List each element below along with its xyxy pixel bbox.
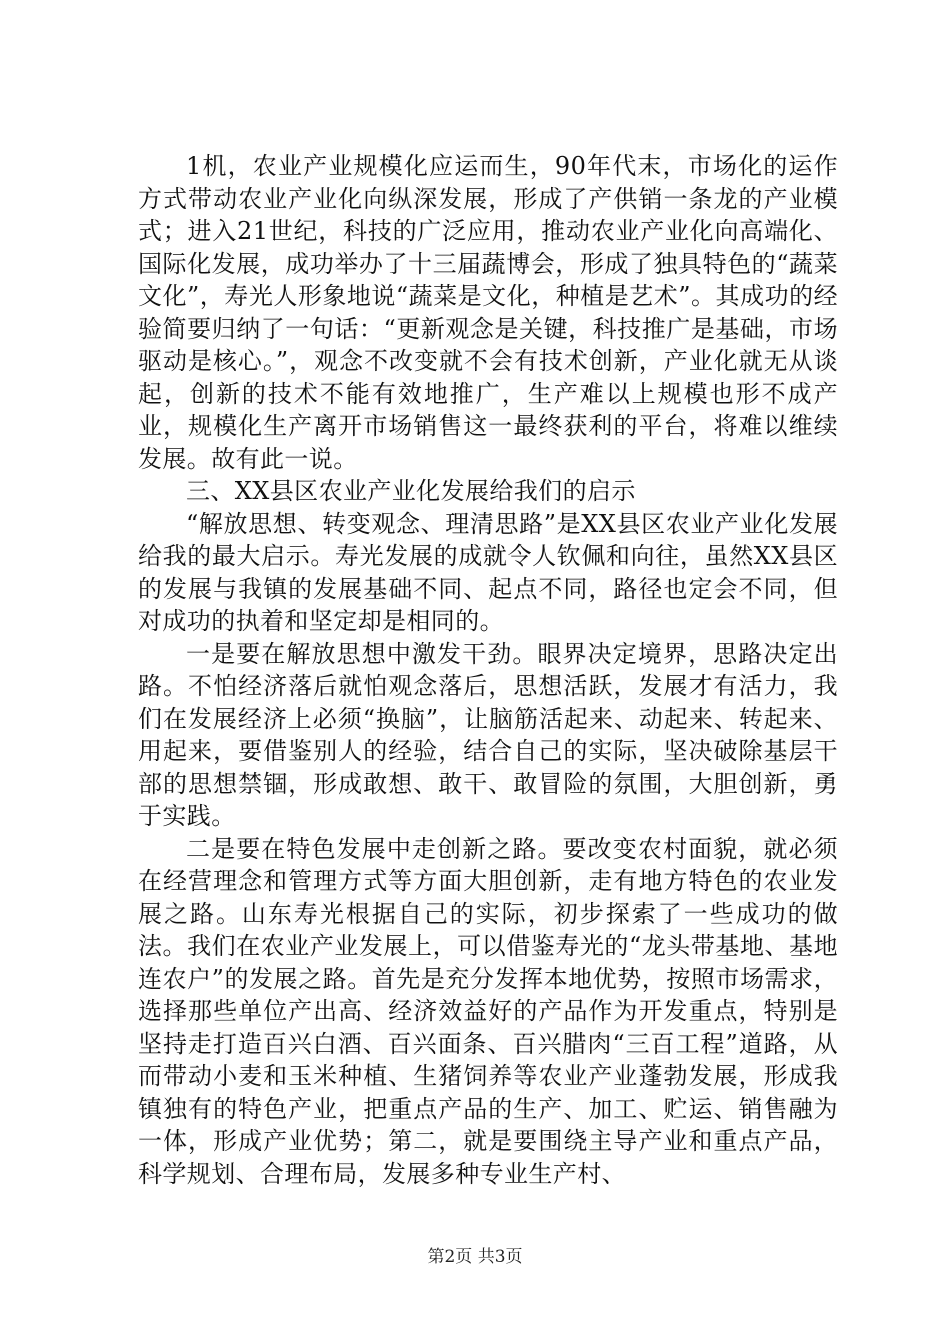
page-footer: 第2页 共3页 [427, 1247, 523, 1267]
paragraph-inspiration: “解放思想、转变观念、理清思路”是XX县区农业产业化发展给我的最大启示。寿光发展的成就令人钦佩和向往，虽然XX县区的发展与我镇的发展基础不同、起点不同，路径也定会不同，但对成功的执着和坚定却是相同的。 [138, 509, 838, 635]
paragraph-point-two: 二是要在特色发展中走创新之路。要改变农村面貌，就必须在经营理念和管理方式等方面大胆创新，走有地方特色的农业发展之路。山东寿光根据自己的实际，初步探索了一些成功的做法。我们在农业产业发展上，可以借鉴寿光的“龙头带基地、基地连农户”的发展之路。首先是充分发挥本地优势，按照市场需求，选择那些单位产出高、经济效益好的产品作为开发重点，特别是坚持走打造百兴白酒、百兴面条、百兴腊肉“三百工程”道路，从而带动小麦和玉米种植、生猪饲养等农业产业蓬勃发展，形成我镇独有的特色产业，把重点产品的生产、加工、贮运、销售融为一体，形成产业优势；第二，就是要围绕主导产业和重点产品，科学规划、合理布局，发展多种专业生产村、 [138, 834, 838, 1188]
paragraph-continuation: 1机，农业产业规模化应运而生，90年代末，市场化的运作方式带动农业产业化向纵深发展，形成了产供销一条龙的产业模式；进入21世纪，科技的广泛应用，推动农业产业化向高端化、国际化发展，成功举办了十三届蔬博会，形成了独具特色的“蔬菜文化”，寿光人形象地说“蔬菜是文化，种植是艺术”。其成功的经验简要归纳了一句话：“更新观念是关键，科技推广是基础，市场驱动是核心。”，观念不改变就不会有技术创新，产业化就无从谈起，创新的技术不能有效地推广，生产难以上规模也形不成产业，规模化生产离开市场销售这一最终获利的平台，将难以维续发展。故有此一说。 [138, 152, 838, 473]
paragraph-point-one: 一是要在解放思想中激发干劲。眼界决定境界，思路决定出路。不怕经济落后就怕观念落后，思想活跃，发展才有活力，我们在发展经济上必须“换脑”，让脑筋活起来、动起来、转起来、用起来，要借鉴别人的经验，结合自己的实际，坚决破除基层干部的思想禁锢，形成敢想、敢干、敢冒险的氛围，大胆创新，勇于实践。 [138, 639, 838, 830]
document-body [138, 150, 838, 1190]
section-heading: 三、XX县区农业产业化发展给我们的启示 [186, 477, 636, 505]
